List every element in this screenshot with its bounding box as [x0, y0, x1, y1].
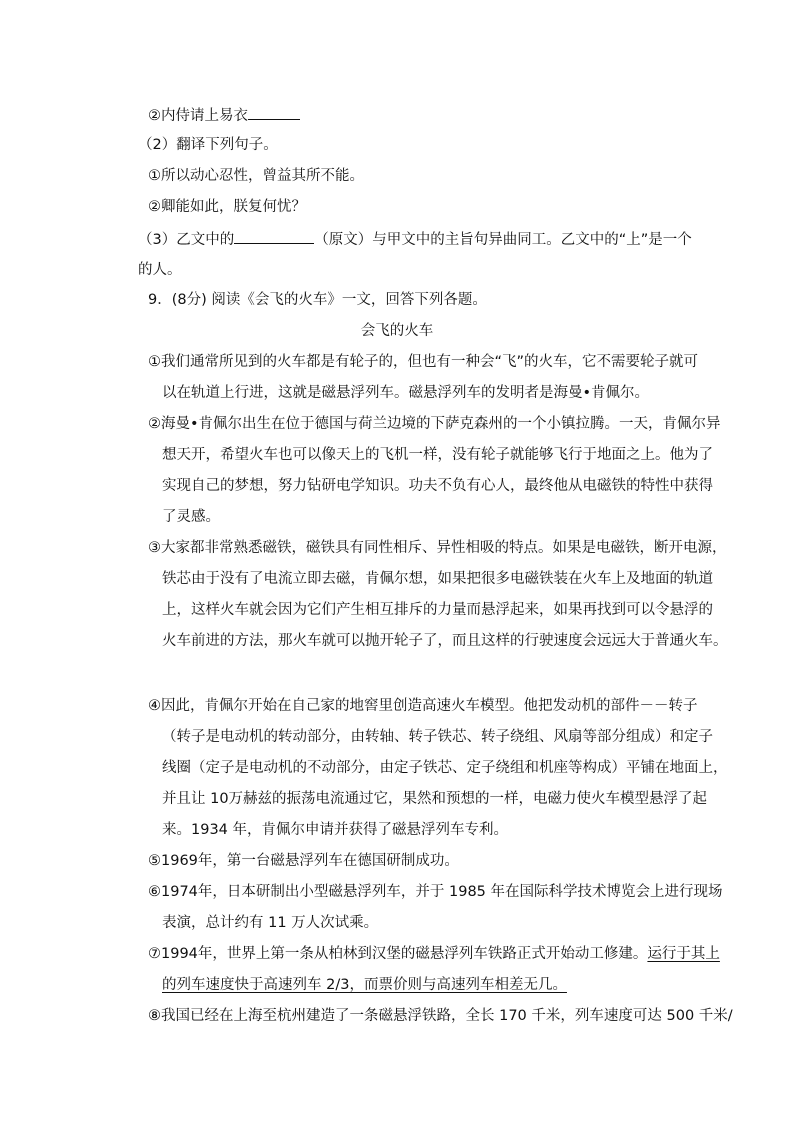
- sentence-line: ①所以动心忍性，曾益其所不能。: [148, 168, 364, 184]
- sentence-line: ②卿能如此，朕复何忧？: [148, 199, 306, 215]
- paragraph-line: ⑧我国已经在上海至杭州建造了一条磁悬浮铁路，全长 170 千米，列车速度可达 500 千米/: [148, 1008, 733, 1024]
- paragraph-line: ③大家都非常熟悉磁铁，磁铁具有同性相斥、异性相吸的特点。如果是电磁铁，断开电源，: [148, 540, 727, 556]
- question-line: （2）翻译下列句子。: [138, 137, 278, 153]
- paragraph-line: 实现自己的梦想，努力钻研电学知识。功夫不负有心人，最终他从电磁铁的特性中获得: [162, 478, 713, 494]
- paragraph-line: 火车前进的方法，那火车就可以抛开轮子了，而且这样的行驶速度会远远大于普通火车。: [162, 633, 728, 649]
- line-text: （原文）与甲文中的主旨句异曲同工。乙文中的“上”是一个: [314, 232, 692, 248]
- paragraph-line: 了灵感。: [162, 509, 220, 525]
- paragraph-line: 线圈（定子是电动机的不动部分，由定子铁芯、定子绕组和机座等构成）平铺在地面上，: [162, 760, 728, 776]
- paragraph-line: 来。1934 年，肯佩尔申请并获得了磁悬浮列车专利。: [162, 822, 509, 838]
- line-text: 的人。: [138, 262, 182, 278]
- paragraph-line: ①我们通常所见到的火车都是有轮子的，但也有一种会“飞”的火车，它不需要轮子就可: [148, 354, 699, 370]
- paragraph-line: ⑤1969年，第一台磁悬浮列车在德国研制成功。: [148, 853, 459, 869]
- paragraph-line: [148, 944, 720, 964]
- paragraph-line: 表演，总计约有 11 万人次试乘。: [162, 915, 379, 931]
- paragraph-line: 以在轨道上行进，这就是磁悬浮列车。磁悬浮列车的发明者是海曼•肯佩尔。: [162, 385, 650, 401]
- line-text: ②内侍请上易衣: [148, 108, 248, 124]
- paragraph-line: 上，这样火车就会因为它们产生相互排斥的力量而悬浮起来，如果再找到可以令悬浮的: [162, 602, 713, 618]
- question-line: [138, 259, 182, 280]
- underlined-sentence: 运行于其上: [647, 946, 720, 962]
- paragraph-line: （转子是电动机的转动部分，由转轴、转子铁芯、转子绕组、风扇等部分组成）和定子: [162, 729, 713, 745]
- answer-blank[interactable]: [248, 104, 300, 120]
- underlined-sentence: 的列车速度快于高速列车 2/3，而票价则与高速列车相差无几。: [162, 977, 567, 993]
- article-title: 会飞的火车: [360, 323, 434, 339]
- paragraph-line: 并且让 10万赫兹的振荡电流通过它，果然和预想的一样，电磁力使火车模型悬浮了起: [162, 791, 708, 807]
- line-text: （3）乙文中的: [138, 232, 235, 248]
- paragraph-line: ②海曼•肯佩尔出生在位于德国与荷兰边境的下萨克森州的一个小镇拉腾。一天，肯佩尔异: [148, 416, 721, 432]
- answer-blank[interactable]: [234, 228, 314, 244]
- paragraph-line: 铁芯由于没有了电流立即去磁，肯佩尔想，如果把很多电磁铁装在火车上及地面的轨道: [162, 571, 713, 587]
- line-text: ⑦1994年，世界上第一条从柏林到汉堡的磁悬浮列车铁路正式开始动工修建。: [148, 946, 648, 962]
- question-heading: 9．(8分) 阅读《会飞的火车》一文，回答下列各题。: [148, 292, 487, 308]
- paragraph-line: ⑥1974年，日本研制出小型磁悬浮列车，并于 1985 年在国际科学技术博览会上进行现场: [148, 884, 723, 900]
- paragraph-line: 想天开，希望火车也可以像天上的飞机一样，没有轮子就能够飞行于地面之上。他为了: [162, 447, 713, 463]
- paragraph-line: ④因此，肯佩尔开始在自己家的地窖里创造高速火车模型。他把发动机的部件－－转子: [148, 698, 698, 714]
- question-line: [148, 104, 300, 126]
- question-line: [138, 228, 692, 250]
